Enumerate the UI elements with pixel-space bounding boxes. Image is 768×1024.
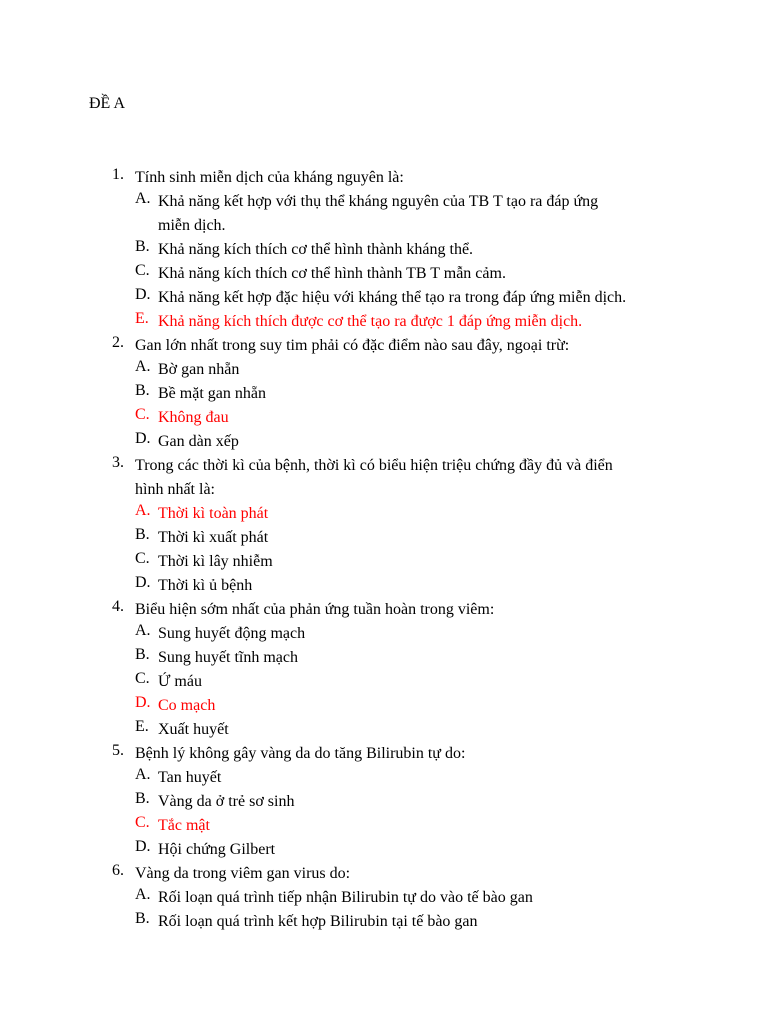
option-text bbox=[158, 502, 678, 526]
option-letter: E. bbox=[135, 310, 149, 327]
option-text-line: Không đau bbox=[158, 409, 229, 426]
question-number: 5. bbox=[112, 742, 124, 759]
answer-option bbox=[0, 670, 768, 694]
answer-option bbox=[0, 526, 768, 550]
option-text bbox=[158, 814, 678, 838]
question-item bbox=[0, 742, 768, 862]
option-letter: B. bbox=[135, 382, 150, 399]
answer-option bbox=[0, 838, 768, 862]
answer-option bbox=[0, 358, 768, 382]
option-text-line: Tan huyết bbox=[158, 769, 222, 786]
option-text bbox=[158, 910, 678, 934]
option-letter: B. bbox=[135, 910, 150, 927]
option-text bbox=[158, 718, 678, 742]
option-letter: A. bbox=[135, 766, 151, 783]
question-text bbox=[135, 862, 675, 886]
option-text-line: Rối loạn quá trình kết hợp Bilirubin tại tế bào gan bbox=[158, 913, 478, 930]
option-text bbox=[158, 190, 678, 238]
question-number: 1. bbox=[112, 166, 124, 183]
option-letter: E. bbox=[135, 718, 149, 735]
answer-option bbox=[0, 238, 768, 262]
option-text-line: Co mạch bbox=[158, 697, 216, 714]
option-text bbox=[158, 262, 678, 286]
option-text bbox=[158, 286, 678, 310]
question-number: 6. bbox=[112, 862, 124, 879]
option-letter: B. bbox=[135, 526, 150, 543]
option-text-line: Ứ máu bbox=[158, 673, 202, 690]
answer-option bbox=[0, 646, 768, 670]
answer-option bbox=[0, 766, 768, 790]
option-text-line: Tắc mật bbox=[158, 817, 210, 834]
question-item bbox=[0, 598, 768, 742]
option-text bbox=[158, 550, 678, 574]
answer-option bbox=[0, 190, 768, 238]
option-letter: A. bbox=[135, 190, 151, 207]
option-text bbox=[158, 526, 678, 550]
answer-option bbox=[0, 286, 768, 310]
option-text-line: miễn dịch. bbox=[158, 217, 226, 234]
option-text-line: Bề mặt gan nhẵn bbox=[158, 385, 266, 402]
answer-option bbox=[0, 430, 768, 454]
option-letter: A. bbox=[135, 502, 151, 519]
option-text bbox=[158, 310, 678, 334]
option-letter: C. bbox=[135, 814, 150, 831]
answer-option bbox=[0, 790, 768, 814]
option-text bbox=[158, 430, 678, 454]
option-letter: B. bbox=[135, 238, 150, 255]
page-title: ĐỀ A bbox=[89, 95, 125, 112]
option-text bbox=[158, 382, 678, 406]
option-text bbox=[158, 694, 678, 718]
answer-option-correct bbox=[0, 406, 768, 430]
option-text-line: Xuất huyết bbox=[158, 721, 229, 738]
option-text bbox=[158, 886, 678, 910]
option-text bbox=[158, 238, 678, 262]
question-number: 2. bbox=[112, 334, 124, 351]
question-item bbox=[0, 454, 768, 598]
option-letter: C. bbox=[135, 406, 150, 423]
option-text-line: Sung huyết tĩnh mạch bbox=[158, 649, 298, 666]
option-text-line: Thời kì ủ bệnh bbox=[158, 577, 253, 594]
option-text bbox=[158, 574, 678, 598]
option-text bbox=[158, 766, 678, 790]
answer-option bbox=[0, 910, 768, 934]
option-letter: C. bbox=[135, 262, 150, 279]
answer-option-correct bbox=[0, 502, 768, 526]
question-text bbox=[135, 598, 675, 622]
option-text bbox=[158, 358, 678, 382]
option-letter: A. bbox=[135, 358, 151, 375]
question-text bbox=[135, 742, 675, 766]
question-item bbox=[0, 166, 768, 334]
question-text-line: Gan lớn nhất trong suy tim phải có đặc điểm nào sau đây, ngoại trừ: bbox=[135, 337, 570, 354]
answer-option bbox=[0, 382, 768, 406]
option-text-line: Thời kì xuất phát bbox=[158, 529, 269, 546]
option-letter: D. bbox=[135, 574, 151, 591]
question-item bbox=[0, 862, 768, 934]
answer-option bbox=[0, 622, 768, 646]
option-text bbox=[158, 670, 678, 694]
option-text bbox=[158, 406, 678, 430]
question-number: 3. bbox=[112, 454, 124, 471]
option-letter: D. bbox=[135, 286, 151, 303]
option-text-line: Khả năng kết hợp đặc hiệu với kháng thể tạo ra trong đáp ứng miễn dịch. bbox=[158, 289, 627, 306]
option-text-line: Bờ gan nhẵn bbox=[158, 361, 240, 378]
question-text-line: Trong các thời kì của bệnh, thời kì có biểu hiện triệu chứng đầy đủ và điển bbox=[135, 457, 613, 474]
option-letter: A. bbox=[135, 886, 151, 903]
option-text-line: Khả năng kích thích cơ thể hình thành kháng thể. bbox=[158, 241, 474, 258]
option-letter: B. bbox=[135, 646, 150, 663]
option-text-line: Hội chứng Gilbert bbox=[158, 841, 276, 858]
option-text bbox=[158, 646, 678, 670]
option-letter: B. bbox=[135, 790, 150, 807]
option-text-line: Khả năng kích thích cơ thể hình thành TB T mẫn cảm. bbox=[158, 265, 506, 282]
answer-option bbox=[0, 550, 768, 574]
option-text bbox=[158, 790, 678, 814]
answer-option bbox=[0, 886, 768, 910]
option-text-line: Khả năng kích thích được cơ thể tạo ra được 1 đáp ứng miễn dịch. bbox=[158, 313, 583, 330]
answer-option-correct bbox=[0, 814, 768, 838]
question-item bbox=[0, 334, 768, 454]
question-text-line: Biểu hiện sớm nhất của phản ứng tuần hoàn trong viêm: bbox=[135, 601, 495, 618]
option-text-line: Gan dàn xếp bbox=[158, 433, 239, 450]
answer-option-correct bbox=[0, 694, 768, 718]
option-letter: D. bbox=[135, 838, 151, 855]
question-text-line: Tính sinh miễn dịch của kháng nguyên là: bbox=[135, 169, 404, 186]
option-text bbox=[158, 838, 678, 862]
option-letter: C. bbox=[135, 550, 150, 567]
option-text-line: Rối loạn quá trình tiếp nhận Bilirubin tự do vào tế bào gan bbox=[158, 889, 533, 906]
question-text-line: Bệnh lý không gây vàng da do tăng Bilirubin tự do: bbox=[135, 745, 466, 762]
question-list bbox=[0, 166, 768, 934]
option-text-line: Thời kì lây nhiễm bbox=[158, 553, 273, 570]
option-letter: D. bbox=[135, 694, 151, 711]
question-number: 4. bbox=[112, 598, 124, 615]
option-text-line: Khả năng kết hợp với thụ thể kháng nguyên của TB T tạo ra đáp ứng bbox=[158, 193, 599, 210]
answer-option bbox=[0, 262, 768, 286]
option-text-line: Thời kì toàn phát bbox=[158, 505, 269, 522]
question-text bbox=[135, 454, 675, 502]
answer-option bbox=[0, 718, 768, 742]
question-text bbox=[135, 334, 675, 358]
option-letter: A. bbox=[135, 622, 151, 639]
option-text-line: Sung huyết động mạch bbox=[158, 625, 306, 642]
option-text-line: Vàng da ở trẻ sơ sinh bbox=[158, 793, 295, 810]
question-text bbox=[135, 166, 675, 190]
question-text-line: hình nhất là: bbox=[135, 481, 215, 498]
answer-option bbox=[0, 574, 768, 598]
option-text bbox=[158, 622, 678, 646]
option-letter: C. bbox=[135, 670, 150, 687]
answer-option-correct bbox=[0, 310, 768, 334]
option-letter: D. bbox=[135, 430, 151, 447]
question-text-line: Vàng da trong viêm gan virus do: bbox=[135, 865, 351, 882]
